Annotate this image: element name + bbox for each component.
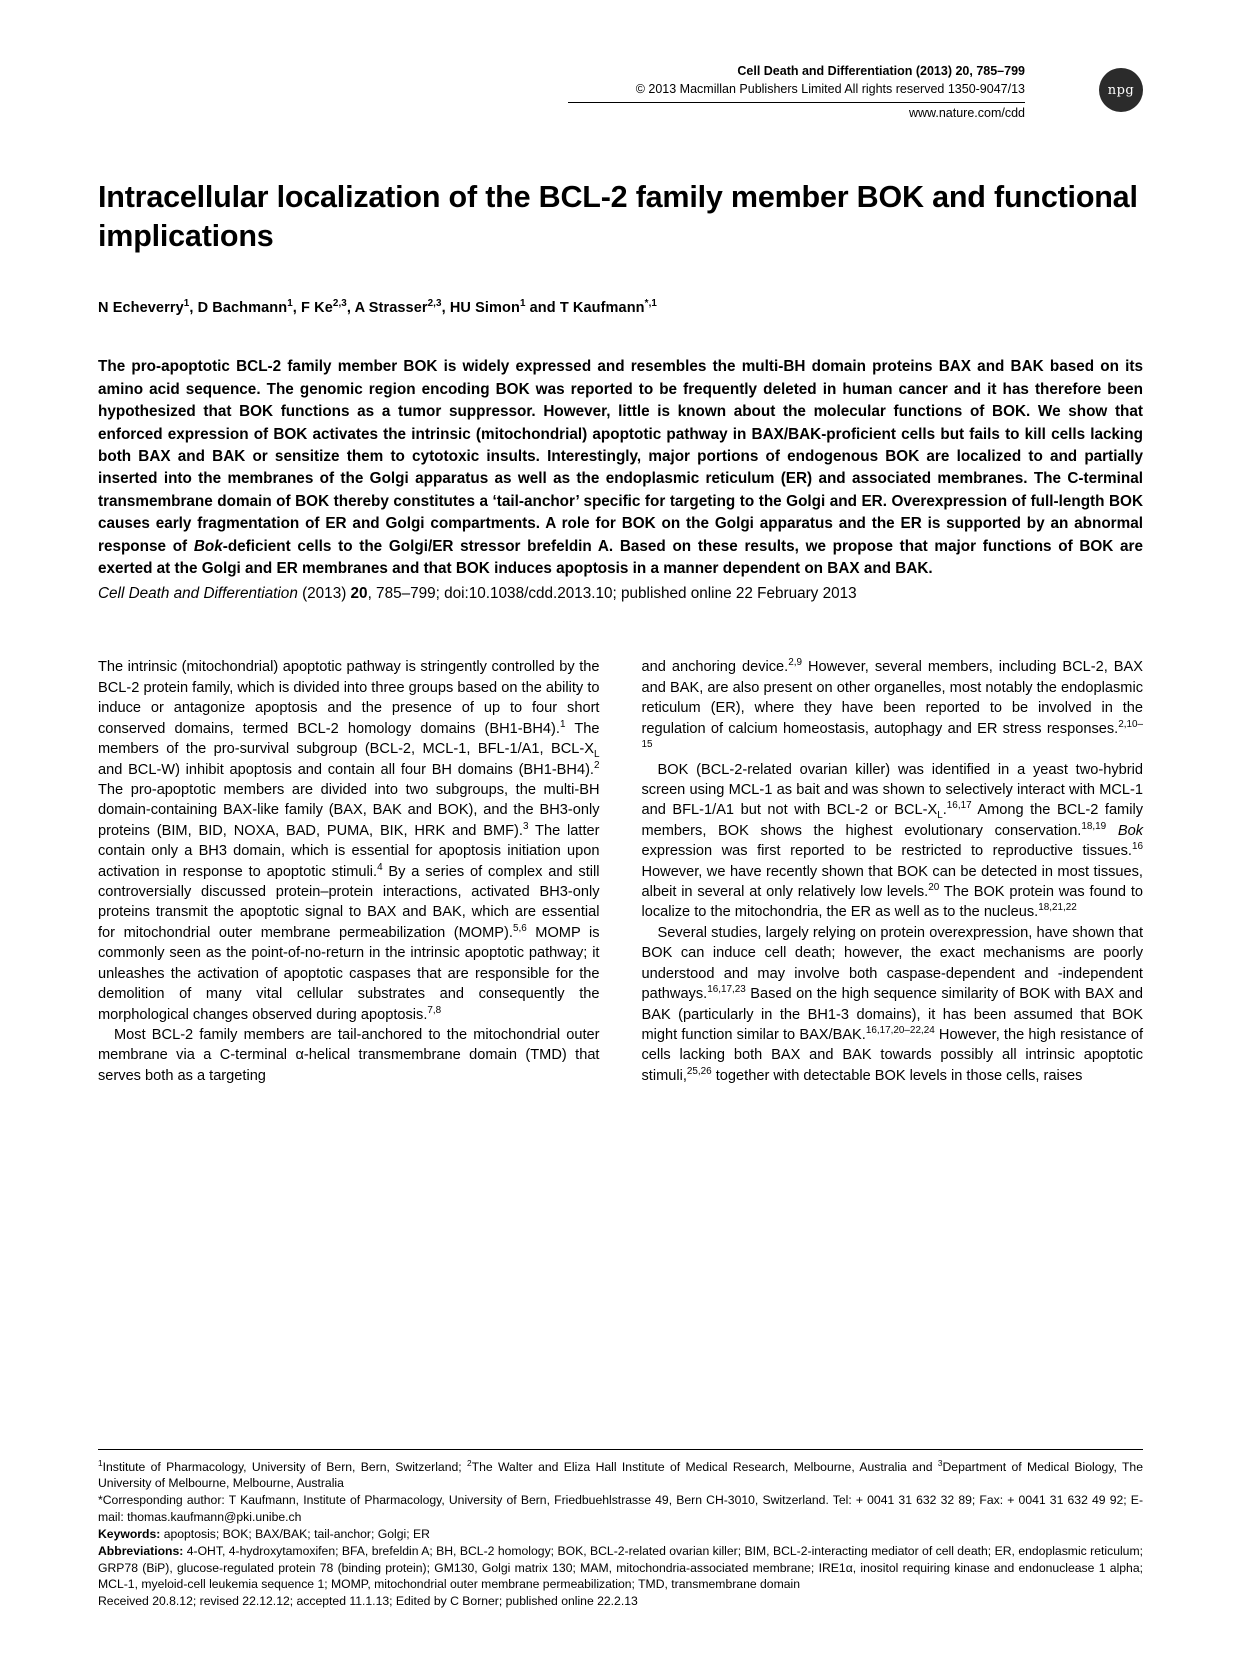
abstract-text-part1: The pro-apoptotic BCL-2 family member BOK is widely expressed and resembles the multi-BH domain proteins BAX and BAK based on its amino acid sequence. The genomic region encoding BOK was reported to be frequently deleted in human cancer and it has therefore been hypothesized that BOK functions as a tumor suppressor. However, little is known about the molecular functions of BOK. We show that enforced expression of BOK activates the intrinsic (mitochondrial) apoptotic pathway in BAX/BAK-proficient cells but fails to kill cells lacking both BAX and BAK or sensitize them to cytotoxic insults. Interestingly, major portions of endogenous BOK are localized to and partially inserted into the membranes of the Golgi apparatus as well as the endoplasmic reticulum (ER) and associated membranes. The C-terminal transmembrane domain of BOK thereby constitutes a ‘tail-anchor’ specific for targeting to the Golgi and ER. Overexpression of full-length BOK causes early fragmentation of ER and Golgi compartments. A role for BOK on the Golgi apparatus and the ER is supported by an abnormal response of: [98, 358, 1143, 555]
abbreviations-line: [98, 1543, 1143, 1593]
paragraph: Several studies, largely relying on protein overexpression, have shown that BOK can induce cell death; however, the exact mechanisms are poorly understood and may involve both caspase-dependent and -independent pathways.$^{16,17,23}$ Based on the high sequence similarity of BOK with BAX and BAK (particularly in the BH1-3 domains), it has been assumed that BOK might function similar to BAX/BAK.$^{16,17,20-22,24}$ However, the high resistance of cells lacking both BAX and BAK towards possibly all intrinsic apoptotic stimuli,$^{25,26}$ together with detectable BOK levels in those cells, raises: [641, 924, 1144, 1084]
abstract-italic-gene: Bok: [193, 537, 223, 555]
citation-rest1: (2013): [297, 584, 351, 602]
paragraph: Most BCL-2 family members are tail-anchored to the mitochondrial outer membrane via a C-terminal α-helical transmembrane domain (TMD) that serves both as a targeting: [98, 1026, 600, 1084]
keywords-value: apoptosis; BOK; BAX/BAK; tail-anchor; Golgi; ER: [160, 1526, 430, 1541]
keywords-line: [98, 1526, 1143, 1543]
npg-logo-icon: npg: [1099, 68, 1143, 112]
masthead-divider: [568, 102, 1025, 103]
paragraph: BOK (BCL-2-related ovarian killer) was identified in a yeast two-hybrid screen using MCL-1 as bait and was shown to selectively interact with MCL-1 and BFL-1/A1 but not with BCL-2 or BCL-$X_L.^{16,17}$ Among the BCL-2 family members, BOK shows the highest evolutionary conservation.$^{18,19}$ Bok expression was first reported to be restricted to reproductive tissues.$^{16}$ However, we have recently shown that BOK can be detected in most tissues, albeit in several at only relatively low levels.$^{20}$ The BOK protein was found to localize to the mitochondria, the ER as well as to the nucleus.$^{18,21,22}$: [641, 761, 1144, 921]
keywords-label: Keywords:: [98, 1526, 161, 1541]
abstract: [98, 356, 1143, 581]
footnotes: [98, 1449, 1143, 1610]
body-column-left: [98, 657, 600, 1086]
page-title: Intracellular localization of the BCL-2 family member BOK and functional implications: [98, 180, 1138, 254]
citation-rest2: , 785–799; doi:10.1038/cdd.2013.10; published online 22 February 2013: [367, 584, 857, 602]
masthead-text: [98, 62, 1143, 98]
citation-volume: 20: [350, 584, 368, 602]
abstract-text-part2: -deficient cells to the Golgi/ER stressor brefeldin A. Based on these results, we propose that major functions of BOK are exerted at the Golgi and ER membranes and that BOK induces apoptosis in a manner dependent on BAX and BAK.: [98, 537, 1144, 578]
body-columns: [98, 657, 1143, 1086]
body-column-right: [642, 657, 1144, 1086]
received-line: Received 20.8.12; revised 22.12.12; accepted 11.1.13; Edited by C Borner; published online 22.2.13: [98, 1594, 638, 1609]
paragraph: and anchoring device.$^{2,9}$ However, several members, including BCL-2, BAX and BAK, are also present on other organelles, most notably the endoplasmic reticulum (ER), where they have been reported to be involved in the regulation of calcium homeostasis, autophagy and ER stress responses.$^{2,10-15}$: [641, 657, 1143, 751]
affiliations: $^1$Institute of Pharmacology, University of Bern, Bern, Switzerland; $^2$The Walter and Eliza Hall Institute of Medical Research, Melbourne, Australia and $^3$Department of Medical Biology, The University of Melbourne, Melbourne, Australia: [98, 1457, 1143, 1491]
journal-citation-line: Cell Death and Differentiation (2013) 20, 785–799: [737, 64, 1025, 78]
paragraph: The intrinsic (mitochondrial) apoptotic pathway is stringently controlled by the BCL-2 protein family, which is divided into three groups based on the ability to induce or antagonize apoptosis and the presence of up to four short conserved domains, termed BCL-2 homology domains (BH1-BH4).$^1$ The members of the pro-survival subgroup (BCL-2, MCL-1, BFL-1/A1, BCL-$X_L$ and BCL-W) inhibit apoptosis and contain all four BH domains (BH1-BH4).$^2$ The pro-apoptotic members are divided into two subgroups, the multi-BH domain-containing BAX-like family (BAX, BAK and BOK), and the BH3-only proteins (BIM, BID, NOXA, BAD, PUMA, BIK, HRK and BMF).$^3$ The latter contain only a BH3 domain, which is essential for apoptosis initiation upon activation in response to apoptotic stimuli.$^4$ By a series of complex and still controversially discussed protein–protein interactions, activated BH3-only proteins transmit the apoptotic signal to BAX and BAK, which are essential for mitochondrial outer membrane permeabilization (MOMP).$^{5,6}$ MOMP is commonly seen as the point-of-no-return in the intrinsic apoptotic pathway; it unleashes the activation of apoptotic caspases that are responsible for the demolition of many vital cellular substrates and consequently the morphological changes observed during apoptosis.$^{7,8}$: [98, 659, 600, 1023]
author-list: N Echeverry$^1$, D Bachmann$^1$, F Ke$^{2,3}$, A Strasser$^{2,3}$, HU Simon$^1$ and T Kaufmann$^{*,1}$: [98, 298, 657, 317]
corresponding-author: *Corresponding author: T Kaufmann, Institute of Pharmacology, University of Bern, Friedbuehlstrasse 49, Bern CH-3010, Switzerland. Tel: + 0041 31 632 32 89; Fax: + 0041 31 632 49 92; E-mail: thomas.kaufmann@pki.unibe.ch: [98, 1493, 1143, 1525]
article-citation: [98, 583, 1143, 605]
copyright-line: © 2013 Macmillan Publishers Limited All rights reserved 1350-9047/13: [635, 82, 1025, 97]
citation-journal: Cell Death and Differentiation: [98, 584, 298, 602]
abbreviations-label: Abbreviations:: [98, 1543, 184, 1558]
masthead: [98, 62, 1143, 134]
journal-website: www.nature.com/cdd: [908, 106, 1025, 121]
abbreviations-value: 4-OHT, 4-hydroxytamoxifen; BFA, brefeldin A; BH, BCL-2 homology; BOK, BCL-2-related ovarian killer; BIM, BCL-2-interacting mediator of cell death; ER, endoplasmic reticulum; GRP78 (BiP), glucose-regulated protein 78 (binding protein); GM130, Golgi matrix 130; MAM, mitochondria-associated membrane; IRE1α, inositol requiring kinase and endonuclease 1 alpha; MCL-1, myeloid-cell leukemia sequence 1; MOMP, mitochondrial outer membrane permeabilization; TMD, transmembrane domain: [98, 1543, 1143, 1592]
